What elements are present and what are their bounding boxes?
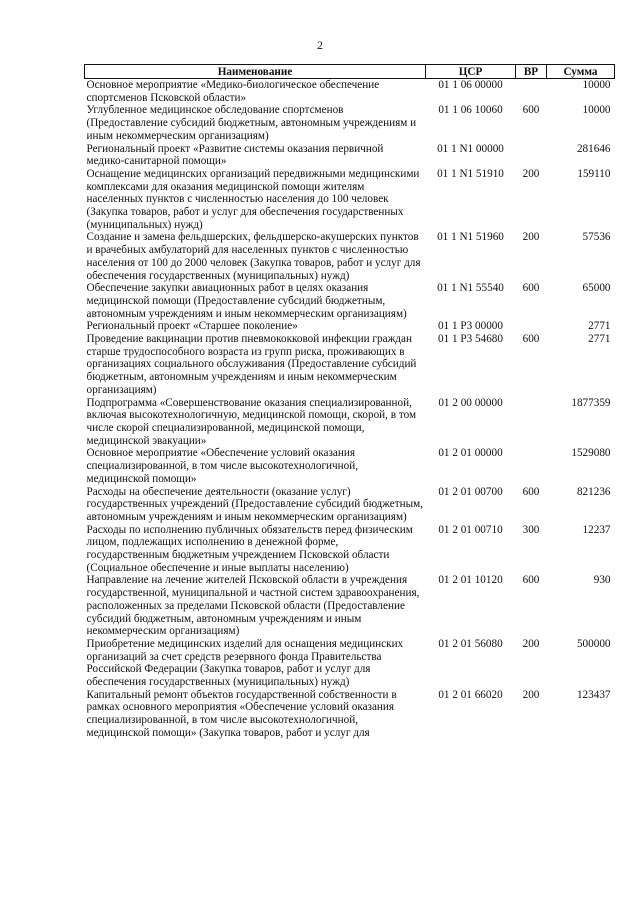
row-sum: 281646 xyxy=(576,142,611,155)
row-vr: 600 xyxy=(522,485,540,498)
header-vr: ВР xyxy=(516,65,547,79)
table-row xyxy=(85,524,615,575)
table-row xyxy=(85,168,615,232)
table-row xyxy=(85,333,615,397)
header-sum: Сумма xyxy=(547,65,615,79)
table-row xyxy=(85,689,615,740)
row-name: Региональный проект «Старшее поколение» xyxy=(86,320,298,333)
row-vr: 600 xyxy=(522,104,540,117)
table-row xyxy=(85,638,615,689)
row-csr: 01 1 N1 51960 xyxy=(437,231,504,244)
row-vr: 200 xyxy=(522,688,540,701)
header-csr: ЦСР xyxy=(426,65,516,79)
row-name: Приобретение медицинских изделий для оснащения медицинских организаций за счет средств резервного фонда Правительства Российской Федерации (Закупка товаров, работ и услуг для обеспечения государственных (муниципальных) нужд) xyxy=(86,637,404,689)
row-sum: 10000 xyxy=(582,79,611,91)
table-row xyxy=(85,447,615,485)
header-name: Наименование xyxy=(85,65,426,79)
row-csr: 01 2 01 10120 xyxy=(438,574,503,587)
row-vr: 200 xyxy=(522,637,540,650)
table-row xyxy=(85,104,615,142)
row-sum: 12237 xyxy=(582,523,611,536)
row-csr: 01 2 01 66020 xyxy=(438,688,503,701)
row-csr: 01 2 00 00000 xyxy=(438,396,503,409)
row-vr xyxy=(516,447,547,485)
row-vr xyxy=(516,397,547,448)
row-csr: 01 2 01 00700 xyxy=(438,485,503,498)
row-sum: 10000 xyxy=(582,104,611,117)
row-csr: 01 2 01 00000 xyxy=(438,447,503,460)
row-vr: 600 xyxy=(522,333,540,346)
table-row xyxy=(85,397,615,448)
row-name: Основное мероприятие «Обеспечение условий оказания специализированной, в том числе высокотехнологичной, медицинской помощи» xyxy=(86,447,359,485)
table-row xyxy=(85,320,615,333)
row-vr: 600 xyxy=(522,282,540,295)
row-sum: 57536 xyxy=(582,231,611,244)
budget-table xyxy=(84,64,615,740)
row-csr: 01 1 N1 51910 xyxy=(437,167,504,180)
row-csr: 01 1 06 00000 xyxy=(438,79,503,91)
row-vr: 200 xyxy=(522,167,540,180)
table-row xyxy=(85,486,615,524)
row-name: Оснащение медицинских организаций передвижными медицинскими комплексами для оказания медицинской помощи жителям населенных пунктов с численностью населения до 100 человек (Закупка товаров, работ и услуг для обеспечения государственных (муниципальных) нужд) xyxy=(86,167,420,231)
row-name: Капитальный ремонт объектов государственной собственности в рамках основного мероприятия «Обеспечение условий оказания специализированной, в том числе высокотехнологичной, медицинской помощи» (Закупка товаров, работ и услуг для xyxy=(86,688,397,739)
row-csr: 01 2 01 00710 xyxy=(438,523,503,536)
table-row xyxy=(85,143,615,168)
row-name: Создание и замена фельдшерских, фельдшерско-акушерских пунктов и врачебных амбулаторий для населенных пунктов с численностью населения от 100 до 2000 человек (Закупка товаров, работ и услуг для обеспечения государственных (муниципальных) нужд) xyxy=(86,231,421,282)
row-sum: 500000 xyxy=(576,637,611,650)
table-row xyxy=(85,231,615,282)
row-name: Расходы на обеспечение деятельности (оказание услуг) государственных учреждений (Предоставление субсидий бюджетным, автономным учреждениям и иным некоммерческим организациям) xyxy=(86,485,424,523)
table-row xyxy=(85,79,615,105)
table-row xyxy=(85,282,615,320)
header-row xyxy=(85,65,615,79)
row-csr: 01 1 06 10060 xyxy=(438,104,503,117)
row-vr: 600 xyxy=(522,574,540,587)
row-name: Основное мероприятие «Медико-биологическое обеспечение спортсменов Псковской области» xyxy=(86,79,380,104)
row-csr: 01 1 P3 00000 xyxy=(438,320,503,333)
row-name: Расходы по исполнению публичных обязательств перед физическим лицом, подлежащих исполнению в денежной форме, государственным бюджетным учреждением Псковской области (Социальное обеспечение и иные выплаты населению) xyxy=(86,523,413,574)
row-sum: 159110 xyxy=(577,167,611,180)
row-sum: 1877359 xyxy=(571,396,611,409)
row-sum: 123437 xyxy=(576,688,611,701)
row-name: Подпрограмма «Совершенствование оказания специализированной, включая высокотехнологичную, медицинской помощи, скорой, в том числе скорой специализированной, медицинской помощи, медицинской эвакуации» xyxy=(86,396,417,447)
row-csr: 01 2 01 56080 xyxy=(438,637,503,650)
row-sum: 1529080 xyxy=(571,447,611,460)
table-row xyxy=(85,574,615,638)
row-sum: 65000 xyxy=(582,282,611,295)
row-sum: 821236 xyxy=(576,485,611,498)
row-sum: 2771 xyxy=(588,320,611,333)
row-csr: 01 1 N1 00000 xyxy=(437,142,504,155)
row-sum: 2771 xyxy=(588,333,611,346)
row-vr: 300 xyxy=(522,523,540,536)
row-name: Углубленное медицинское обследование спортсменов (Предоставление субсидий бюджетным, автономным учреждениям и иным некоммерческим организациям) xyxy=(86,104,417,142)
row-name: Обеспечение закупки авиационных работ в целях оказания медицинской помощи (Предоставление субсидий бюджетным, автономным учреждениям и иным некоммерческим организациям) xyxy=(86,282,407,320)
table-header xyxy=(85,65,615,79)
row-name: Направление на лечение жителей Псковской области в учреждения государственной, муниципальной и частной систем здравоохранения, расположенных за пределами Псковской области (Предоставление субсидий бюджетным, автономным учреждениям и иным некоммерческим организациям) xyxy=(86,574,420,638)
row-vr xyxy=(516,79,547,105)
row-vr xyxy=(516,143,547,168)
page-number: 2 xyxy=(317,38,323,52)
row-name: Региональный проект «Развитие системы оказания первичной медико-санитарной помощи» xyxy=(86,142,384,168)
row-csr: 01 1 P3 54680 xyxy=(438,333,503,346)
row-name: Проведение вакцинации против пневмококковой инфекции граждан старше трудоспособного возраста из групп риска, проживающих в организациях социального обслуживания (Предоставление субсидий бюджетным, автономным учреждениям и иным некоммерческим организациям) xyxy=(86,333,417,396)
row-sum: 930 xyxy=(593,574,611,587)
row-vr: 200 xyxy=(522,231,540,244)
row-csr: 01 1 N1 55540 xyxy=(437,282,504,295)
table-body xyxy=(85,79,615,740)
row-vr xyxy=(516,320,547,333)
